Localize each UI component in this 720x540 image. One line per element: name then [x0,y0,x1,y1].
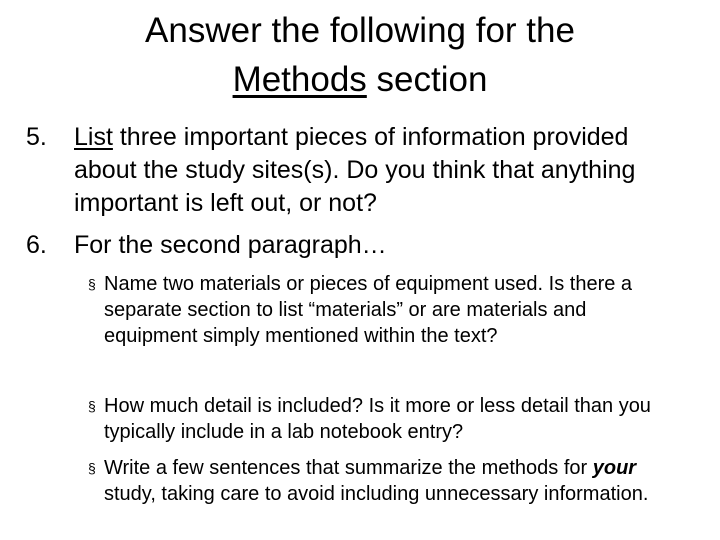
bullet-text: How much detail is included? Is it more or less detail than you typically include in a lab notebook entry? [104,395,651,443]
question-body: three important pieces of information provided about the study sites(s). Do you think that anything important is left out, or not? [74,123,636,217]
bullet-marker: § [88,398,96,414]
title-methods-word: Methods [232,60,367,99]
question-number: 6. [26,231,47,259]
bullet-text-inner: Name two materials or pieces of equipment used. Is there a separate section to list “materials” or are materials and equipment simply mentioned within the text? [104,273,633,347]
bullet-text-after: study, taking care to avoid including unnecessary information. [104,483,649,505]
bullet-text-emphasis: your [592,457,637,479]
title-line-1: Answer the following for the [145,11,575,50]
question-keyword: List [74,123,113,151]
title-line-2-rest: section [366,60,488,99]
bullet-text [104,455,674,507]
bullet-marker: § [88,460,96,476]
bullet-marker: § [88,276,96,292]
question-text: For the second paragraph… [74,231,387,259]
bullet-text-content [104,271,674,349]
slide-title [0,6,720,104]
question-number: 5. [26,123,47,151]
bullet-text [104,271,674,349]
bullet-text-before: Write a few sentences that summarize the methods for [104,457,593,479]
question-text [74,121,694,220]
